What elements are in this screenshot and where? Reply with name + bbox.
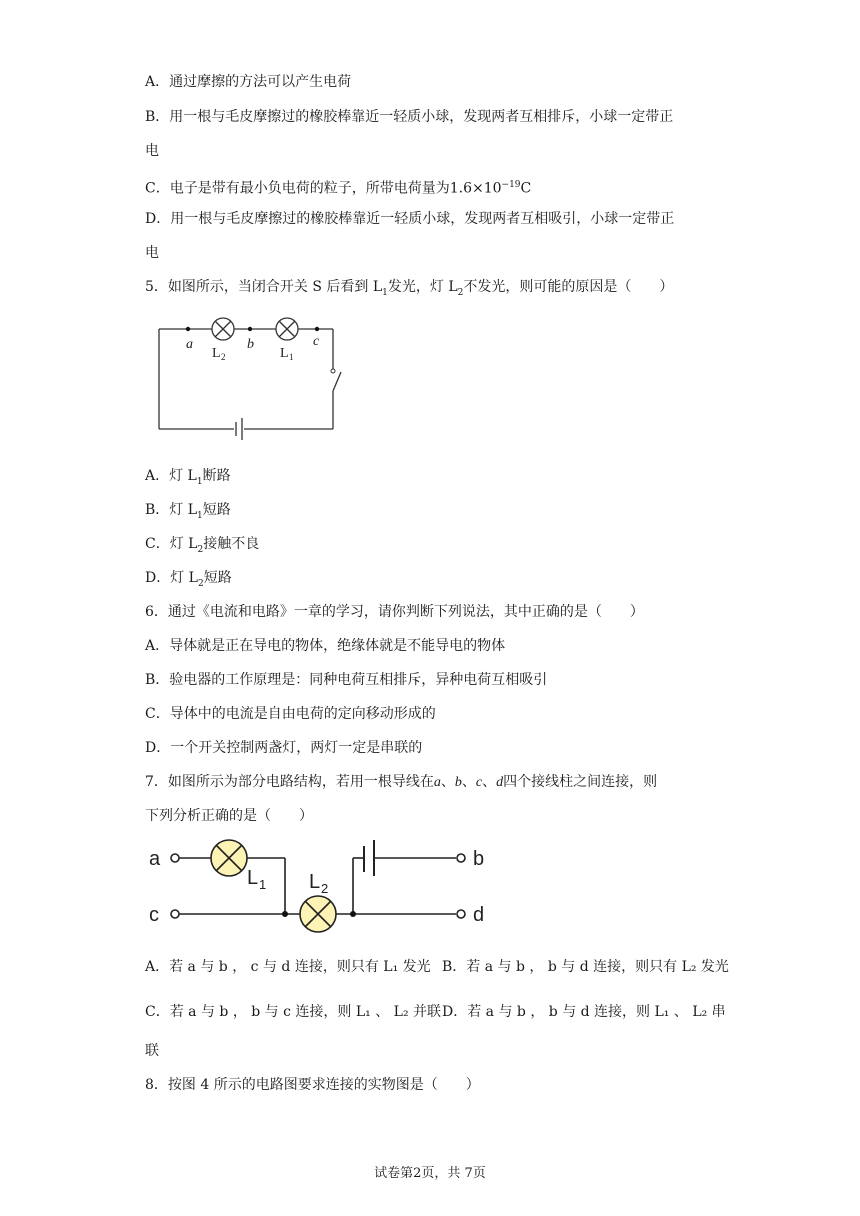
q4-option-d: D．用一根与毛皮摩擦过的橡胶棒靠近一轻质小球，发现两者互相吸引，小球一定带正 <box>145 211 675 227</box>
q6-stem: 6．通过《电流和电路》一章的学习，请你判断下列说法，其中正确的是（ ） <box>145 604 644 620</box>
q5-option-a: A．灯 $L_1$断路 <box>145 468 231 487</box>
q7-label-b: b <box>473 848 485 870</box>
q5-label-a: a <box>186 337 193 352</box>
q7-stem-cont: 下列分析正确的是（ ） <box>145 808 313 824</box>
q7-option-d-cont: 联 <box>145 1043 159 1059</box>
q7-label-d: d <box>473 904 485 926</box>
q8-stem: 8．按图 4 所示的电路图要求连接的实物图是（ ） <box>145 1077 480 1093</box>
q4-option-b: B．用一根与毛皮摩擦过的橡胶棒靠近一轻质小球，发现两者互相排斥，小球一定带正 <box>145 109 674 125</box>
q7-stem: 7．如图所示为部分电路结构，若用一根导线在a、b、c、d四个接线柱之间连接，则 <box>145 774 658 790</box>
q7-label-l2-sub: 2 <box>321 881 329 896</box>
q5-label-l1-sub: 1 <box>289 352 294 362</box>
q5-label-l2: L <box>212 346 221 361</box>
q7-option-c: C．若 a 与 b ， b 与 c 连接，则 L₁ 、 L₂ 并联 <box>145 1004 442 1020</box>
q5-label-c: c <box>313 334 320 349</box>
q4-option-c: C．电子是带有最小负电荷的粒子，所带电荷量为$1.6\times 10^{-19}C$ <box>145 180 532 197</box>
q7-label-c: c <box>149 904 159 926</box>
q6-option-b: B．验电器的工作原理是：同种电荷互相排斥，异种电荷互相吸引 <box>145 672 548 688</box>
q5-circuit-figure <box>150 315 350 445</box>
q5-option-c: C．灯 $L_2$接触不良 <box>145 536 260 555</box>
q4-option-b-cont: 电 <box>145 143 159 159</box>
q5-label-l2-sub: 2 <box>221 352 226 362</box>
q7-option-a: A．若 a 与 b ， c 与 d 连接，则只有 L₁ 发光 <box>145 959 431 975</box>
q5-stem: 5．如图所示，当闭合开关 S 后看到 $L_1$发光，灯 $L_2$不发光，则可能的原因是（ ） <box>145 279 674 298</box>
q5-option-b: B．灯 $L_1$短路 <box>145 502 231 521</box>
q4-option-a: A．通过摩擦的方法可以产生电荷 <box>145 74 352 90</box>
q5-option-d: D．灯 $L_2$短路 <box>145 570 232 589</box>
q5-label-b: b <box>247 337 254 352</box>
q4-option-d-cont: 电 <box>145 245 159 261</box>
q6-option-c: C．导体中的电流是自由电荷的定向移动形成的 <box>145 706 436 722</box>
q7-option-b: B．若 a 与 b ， b 与 d 连接，则只有 L₂ 发光 <box>442 959 729 975</box>
q7-option-d: D．若 a 与 b ， b 与 d 连接，则 L₁ 、 L₂ 串 <box>442 1004 726 1020</box>
q7-label-a: a <box>149 848 161 870</box>
q5-label-l1: L <box>280 346 289 361</box>
q7-label-l1-sub: 1 <box>259 877 267 892</box>
q7-circuit-figure <box>143 838 493 938</box>
q6-option-d: D．一个开关控制两盏灯，两灯一定是串联的 <box>145 740 423 756</box>
q7-label-l1: L <box>247 867 259 889</box>
q6-option-a: A．导体就是正在导电的物体，绝缘体就是不能导电的物体 <box>145 638 506 654</box>
page-footer: 试卷第2页，共 7页 <box>374 1166 486 1181</box>
q7-label-l2: L <box>309 871 321 893</box>
